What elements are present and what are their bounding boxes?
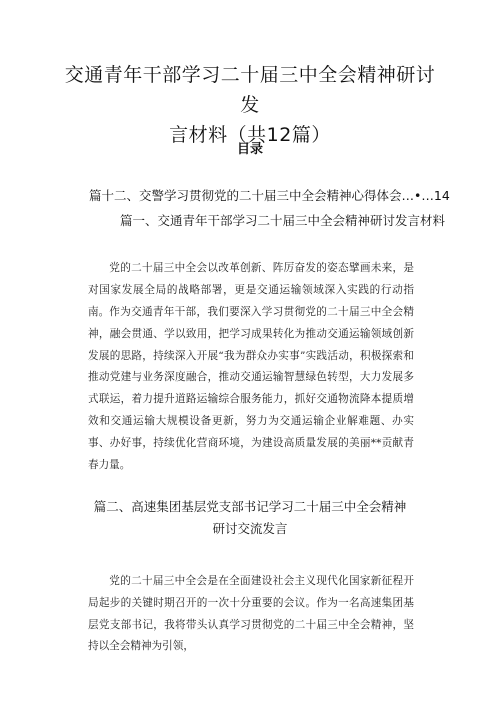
paragraph-text: 党的二十届三中全会以改革创新、阵厉奋发的姿态擘画未来，是对国家发展全局的战略部署，更是交通运输领域深入实践的行动指南。 — [88, 262, 414, 318]
paragraph-text: 作为交通青年干部，我们要深入学习贯彻党的二十届三中全会精神，融会贯通、学以致用，把学习成果转化为推动交通运输领域创新发展的思路，持续深入开展“我为群众办实事”实践活动，积极探索和推动党建与业务深度融合，推动交通运输智慧绿色转型，大力发展多式联运，着力提升道路运输综合服务能力，抓好交通物流降本提质增效和交通运输大规模设备更新，努力为交通运输企业解难题、办实事、办好事，持续优化营商环境，为建设高质量发展的美丽**贡献青春力量。 — [88, 306, 414, 471]
section-heading-line-1: 篇二、高速集团基层党支部书记学习二十届三中全会精神 — [93, 499, 407, 514]
document-title-line-1: 交通青年干部学习二十届三中全会精神研讨发 — [64, 64, 436, 116]
document-title — [60, 60, 440, 150]
body-paragraph — [88, 571, 414, 658]
paragraph-text: 党的二十届三中全会是在全面建设社会主义现代化国家新征程开局起步的关键时期召开的一次十分重要的会议。作为一名高速集团基层党支部书记，我将带头认真学习贯彻党的二十届三中全会精神，坚持以全会精神为引领， — [88, 575, 414, 653]
toc-entry-12[interactable]: 篇十二、交警学习贯彻党的二十届三中全会精神心得体会…•…14 — [89, 188, 450, 203]
section-heading — [70, 496, 430, 540]
toc-heading: 目录 — [236, 142, 263, 157]
body-paragraph — [88, 302, 414, 476]
toc-entry-1[interactable]: 篇一、交通青年干部学习二十届三中全会精神研讨发言材料 — [120, 213, 446, 228]
section-heading-line-2: 研讨交流发言 — [212, 521, 288, 536]
document-title-line-2: 言材料（共12篇） — [169, 124, 331, 146]
